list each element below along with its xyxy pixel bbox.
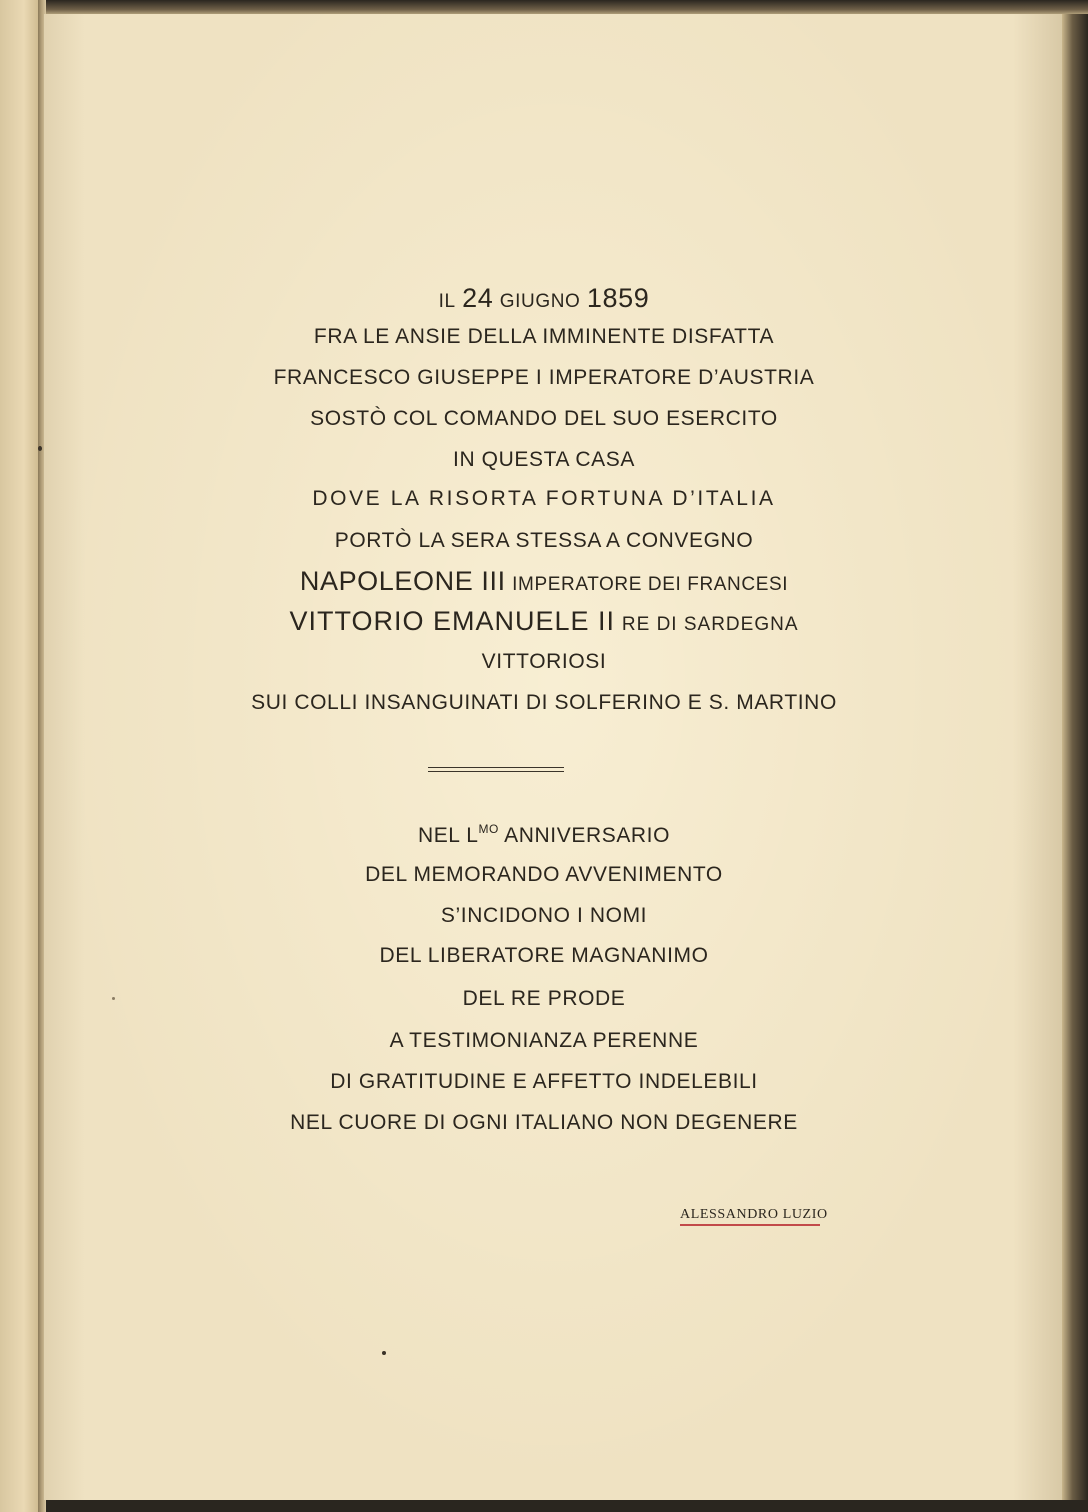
ordinal-superscript: MO	[478, 822, 499, 836]
book-page	[44, 14, 1064, 1500]
date-month: GIUGNO	[499, 291, 581, 312]
vittorio-line	[0, 606, 1088, 637]
dedication-line: DI GRATITUDINE E AFFETTO INDELEBILI	[330, 1070, 758, 1093]
signature	[680, 1207, 828, 1226]
dedication-line: S’INCIDONO I NOMI	[440, 904, 648, 927]
inscription-line: DOVE LA RISORTA FORTUNA D’ITALIA	[312, 487, 776, 510]
date-line	[0, 283, 1088, 314]
section-divider	[428, 767, 564, 772]
inscription-line: SOSTÒ COL COMANDO DEL SUO ESERCITO	[310, 407, 778, 430]
roman-numeral: L	[466, 824, 479, 847]
paper-speck	[38, 446, 42, 451]
dedication-line: DEL LIBERATORE MAGNANIMO	[379, 944, 709, 967]
inscription-line: VITTORIOSI	[481, 650, 607, 673]
anniversary-prefix: NEL	[417, 824, 460, 847]
date-day: 24	[462, 283, 494, 313]
napoleone-name: NAPOLEONE III	[299, 566, 506, 596]
inscription-line: IN QUESTA CASA	[453, 448, 635, 471]
paper-speck	[112, 997, 115, 1000]
dedication-line: NEL CUORE DI OGNI ITALIANO NON DEGENERE	[290, 1111, 798, 1134]
facing-page-edge	[0, 0, 40, 1512]
dedication-line: DEL MEMORANDO AVVENIMENTO	[365, 863, 723, 886]
anniversary-suffix: ANNIVERSARIO	[504, 824, 671, 847]
book-right-edge	[1062, 14, 1088, 1500]
inscription-line: FRANCESCO GIUSEPPE I IMPERATORE D’AUSTRIA	[273, 366, 815, 389]
vittorio-title: RE DI SARDEGNA	[621, 614, 799, 635]
signature-first-name: ALESSANDRO	[680, 1207, 779, 1222]
paper-speck	[382, 1351, 386, 1355]
napoleone-line	[0, 566, 1088, 597]
signature-last-name: LUZIO	[782, 1207, 828, 1222]
inscription-line: SUI COLLI INSANGUINATI DI SOLFERINO E S. MARTINO	[251, 691, 837, 714]
napoleone-title: IMPERATORE DEI FRANCESI	[512, 574, 789, 595]
date-year: 1859	[586, 283, 650, 313]
inscription-line: FRA LE ANSIE DELLA IMMINENTE DISFATTA	[313, 325, 775, 348]
dedication-line: DEL RE PRODE	[462, 987, 626, 1010]
dedication-line: A TESTIMONIANZA PERENNE	[389, 1029, 699, 1052]
inscription-line: PORTÒ LA SERA STESSA A CONVEGNO	[334, 529, 754, 552]
date-prefix: IL	[438, 291, 456, 312]
anniversary-line	[0, 822, 1088, 848]
vittorio-name: VITTORIO EMANUELE II	[289, 606, 616, 636]
anniversary-numeral	[466, 824, 499, 847]
